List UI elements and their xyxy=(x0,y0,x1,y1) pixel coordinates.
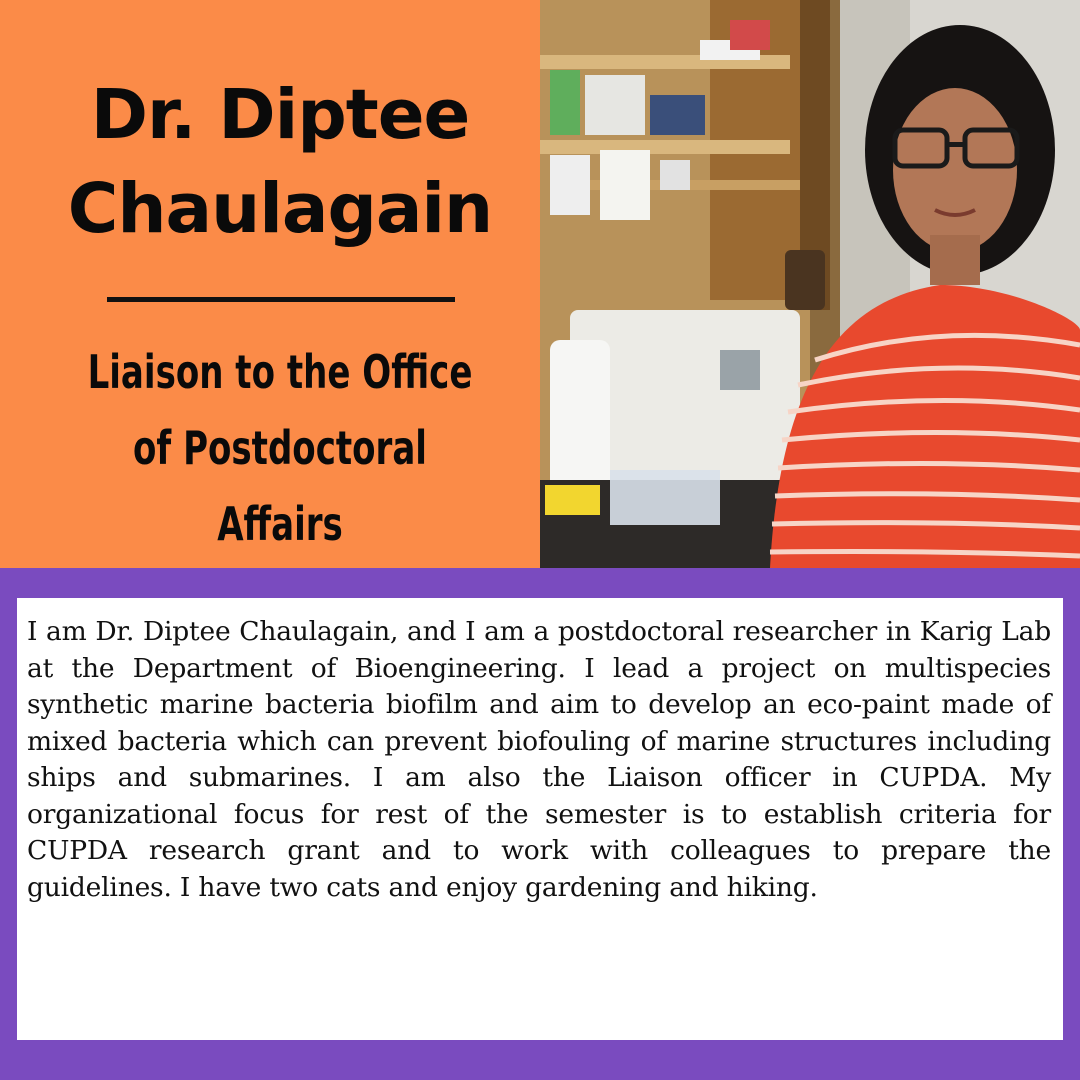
person-role: Liaison to the Office of Postdoctoral Affairs xyxy=(87,345,473,551)
bio-text: I am Dr. Diptee Chaulagain, and I am a postdoctoral researcher in Karig Lab at the Department of Bioengineering. I lead a project on multispecies synthetic marine bacteria biofilm and aim to develop an eco-paint made of mixed bacteria which can prevent biofouling of marine structures including ships and submarines. I am also the Liaison officer in CUPDA. My organizational focus for rest of the semester is to establish criteria for CUPDA research grant and to work with colleagues to prepare the guidelines. I have two cats and enjoy gardening and hiking. xyxy=(27,616,1051,903)
bio-card xyxy=(17,598,1063,1040)
title-panel xyxy=(0,0,540,568)
portrait-photo xyxy=(540,0,1080,568)
title-divider xyxy=(107,297,455,302)
person-name: Dr. Diptee Chaulagain xyxy=(67,75,493,249)
